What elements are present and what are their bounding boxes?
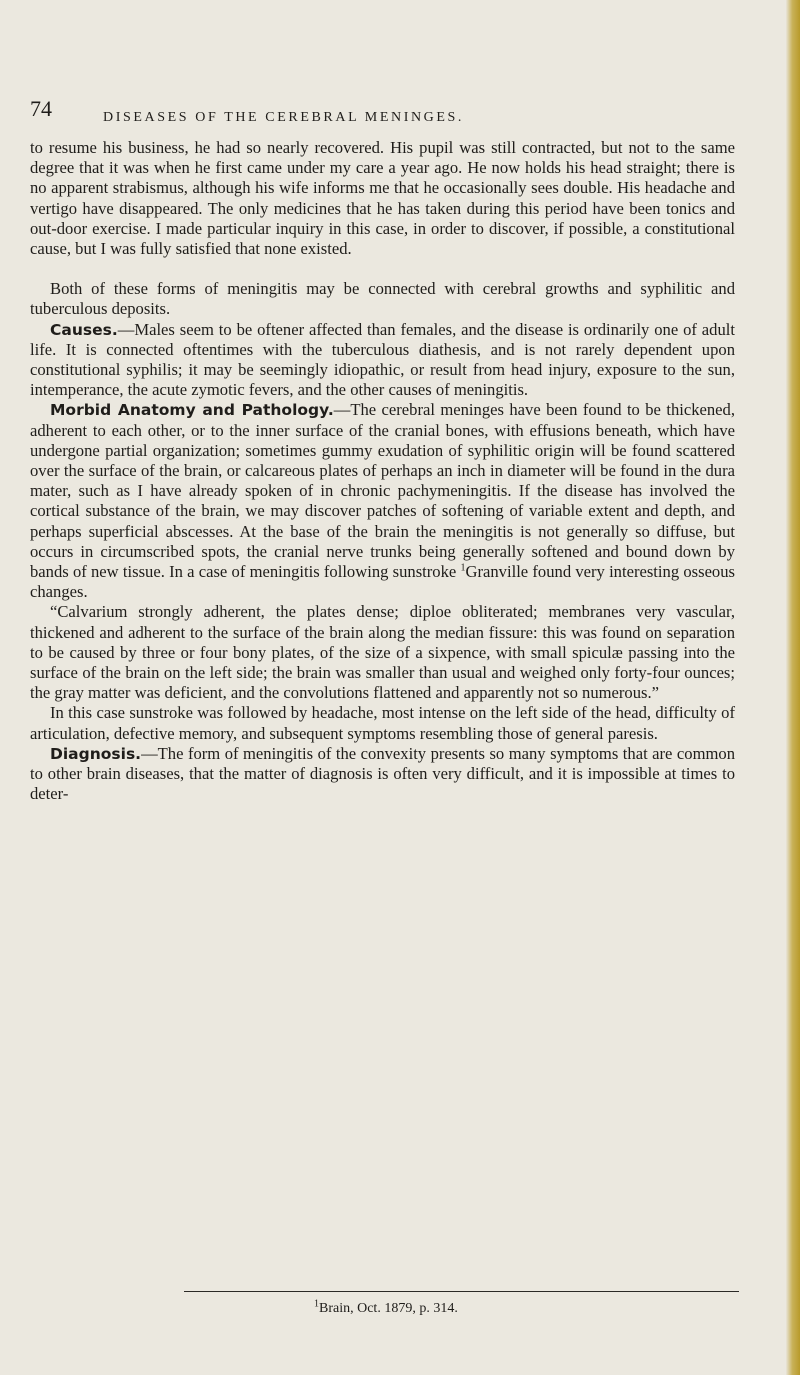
block-quote xyxy=(30,602,735,703)
page-header xyxy=(30,96,750,126)
paragraph-forms xyxy=(30,279,735,319)
footnote-marker: 1 xyxy=(314,1298,319,1310)
paragraph-text: to resume his business, he had so nearly recovered. His pupil was still contracted, but not to the same degree that it was when he first came under my care a year ago. He now holds his head straight; there is no apparent strabismus, although his wife informs me that he occasionally sees double. His headache and vertigo have disappeared. The only medicines that he has taken during this period have been tonics and out-door exercise. I made particular inquiry in this case, in order to discover, if possible, a constitutional cause, but I was fully satisfied that none existed. xyxy=(30,138,735,259)
quote-text: “Calvarium strongly adherent, the plates dense; diploe obliterated; membranes very vascular, thickened and adherent to the surface of the brain along the median fissure: this was found on separation to be caused by three or four bony plates, of the size of a sixpence, with small spiculæ passing into the surface of the brain on the left side; the brain was smaller than usual and weighed only forty-four ounces; the gray matter was deficient, and the convolutions flattened and apparently not so numerous.” xyxy=(30,602,735,703)
paragraph-morbid-anatomy xyxy=(30,400,735,602)
footnote-rule xyxy=(184,1291,739,1292)
page-edge xyxy=(786,0,800,1375)
section-heading-morbid-anatomy: Morbid Anatomy and Pathology. xyxy=(50,401,334,420)
paragraph-text: Both of these forms of meningitis may be connected with cerebral growths and syphilitic and tuberculous deposits. xyxy=(30,279,735,319)
running-head: DISEASES OF THE CEREBRAL MENINGES. xyxy=(103,110,465,125)
footnote-reference: 1 xyxy=(460,562,466,574)
page-number: 74 xyxy=(30,96,52,121)
paragraph-sunstroke xyxy=(30,703,735,743)
paragraph-text: —Males seem to be oftener affected than females, and the disease is ordinarily one of adult life. It is connected oftentimes with the tuberculous diathesis, and is not rarely dependent upon constitutional syphilis; it may be seemingly idiopathic, or result from head injury, exposure to the sun, intemperance, the acute zymotic fevers, and the other causes of meningitis. xyxy=(30,319,735,400)
body-text xyxy=(30,138,735,805)
paragraph-text: —The form of meningitis of the convexity presents so many symptoms that are common to other brain diseases, that the matter of diagnosis is often very difficult, and it is impossible at times to deter- xyxy=(30,743,735,804)
paragraph-text: Granville found very interesting osseous changes. xyxy=(30,562,735,602)
paragraph-diagnosis xyxy=(30,744,735,805)
paragraph-causes xyxy=(30,320,735,401)
section-heading-causes: Causes. xyxy=(50,320,118,339)
paragraph-text: In this case sunstroke was followed by headache, most intense on the left side of the head, difficulty of articulation, defective memory, and subsequent symptoms resembling those of general paresis. xyxy=(30,703,735,743)
section-heading-diagnosis: Diagnosis. xyxy=(50,744,142,763)
paragraph-continuation xyxy=(30,138,735,259)
footnote-text: Brain, Oct. 1879, p. 314. xyxy=(319,1301,458,1316)
paragraph-text: —The cerebral meninges have been found to be thickened, adherent to each other, or to the inner surface of the cranial bones, with effusions beneath, which have undergone partial organization; sometimes gummy exudation of syphilitic origin will be found scattered over the surface of the brain, or calcareous plates of perhaps an inch in diameter will be found in the dura mater, such as I have already spoken of in chronic pachymeningitis. If the disease has involved the cortical substance of the brain, we may discover patches of softening of variable extent and depth, and perhaps superficial abscesses. At the base of the brain the meningitis is not generally so diffuse, but occurs in circumscribed spots, the cranial nerve trunks being generally softened and bound down by bands of new tissue. In a case of meningitis following sunstroke xyxy=(30,400,735,582)
footnote xyxy=(314,1298,458,1317)
